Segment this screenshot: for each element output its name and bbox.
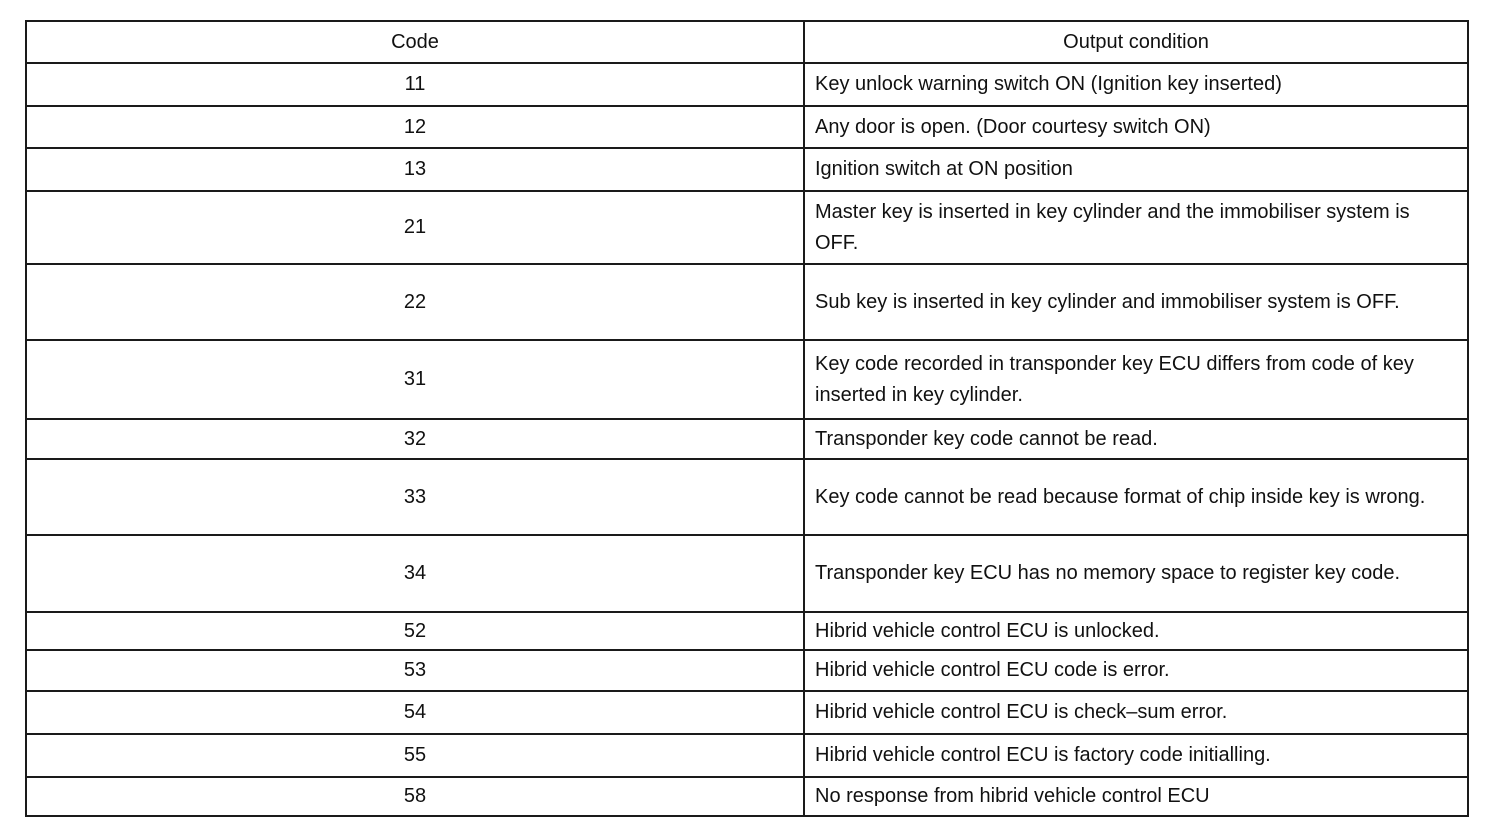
- output-condition-table: [25, 20, 1469, 817]
- condition-cell: Ignition switch at ON position: [804, 148, 1468, 191]
- table-row: [26, 650, 1468, 691]
- condition-cell: Master key is inserted in key cylinder and the immobiliser system is OFF.: [804, 191, 1468, 264]
- condition-cell: Hibrid vehicle control ECU is check–sum error.: [804, 691, 1468, 734]
- code-cell: 11: [26, 63, 804, 106]
- code-cell: 31: [26, 340, 804, 419]
- table-row: [26, 419, 1468, 459]
- table-row: [26, 106, 1468, 148]
- condition-cell: Sub key is inserted in key cylinder and immobiliser system is OFF.: [804, 264, 1468, 340]
- condition-cell: Key unlock warning switch ON (Ignition key inserted): [804, 63, 1468, 106]
- table-row: [26, 691, 1468, 734]
- table-row: [26, 535, 1468, 612]
- code-cell: 32: [26, 419, 804, 459]
- table-row: [26, 148, 1468, 191]
- code-cell: 13: [26, 148, 804, 191]
- table-row: [26, 264, 1468, 340]
- code-cell: 21: [26, 191, 804, 264]
- condition-cell: Hibrid vehicle control ECU is unlocked.: [804, 612, 1468, 650]
- table-row: [26, 340, 1468, 419]
- table-row: [26, 734, 1468, 777]
- code-cell: 53: [26, 650, 804, 691]
- table-row: [26, 63, 1468, 106]
- header-code: Code: [26, 21, 804, 63]
- table-row: [26, 612, 1468, 650]
- code-cell: 55: [26, 734, 804, 777]
- condition-cell: Any door is open. (Door courtesy switch ON): [804, 106, 1468, 148]
- code-cell: 58: [26, 777, 804, 816]
- code-cell: 12: [26, 106, 804, 148]
- condition-cell: Hibrid vehicle control ECU is factory code initialling.: [804, 734, 1468, 777]
- code-cell: 54: [26, 691, 804, 734]
- code-cell: 33: [26, 459, 804, 535]
- table-row: [26, 459, 1468, 535]
- condition-cell: Key code recorded in transponder key ECU differs from code of key inserted in key cylinder.: [804, 340, 1468, 419]
- table-header-row: [26, 21, 1468, 63]
- condition-cell: Key code cannot be read because format of chip inside key is wrong.: [804, 459, 1468, 535]
- condition-cell: No response from hibrid vehicle control ECU: [804, 777, 1468, 816]
- condition-cell: Transponder key code cannot be read.: [804, 419, 1468, 459]
- table-row: [26, 777, 1468, 816]
- table-row: [26, 191, 1468, 264]
- code-cell: 22: [26, 264, 804, 340]
- code-cell: 34: [26, 535, 804, 612]
- code-cell: 52: [26, 612, 804, 650]
- condition-cell: Hibrid vehicle control ECU code is error.: [804, 650, 1468, 691]
- header-output-condition: Output condition: [804, 21, 1468, 63]
- condition-cell: Transponder key ECU has no memory space to register key code.: [804, 535, 1468, 612]
